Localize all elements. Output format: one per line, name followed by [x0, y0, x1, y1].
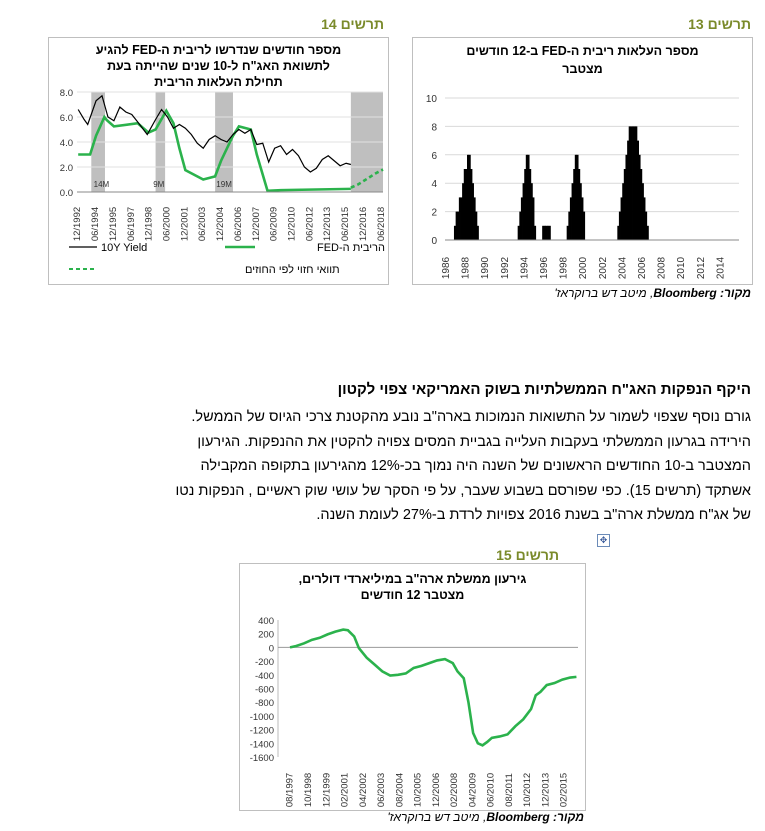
chart13-title-line2: מצטבר — [562, 62, 603, 76]
chart14-series-line — [78, 96, 351, 172]
chart15-title-line2: מצטבר 12 חודשים — [360, 588, 465, 602]
chart15-xtick: 12/2006 — [430, 772, 442, 808]
chart14-ytick: 2.0 — [59, 163, 73, 174]
chart13-ytick: 8 — [431, 122, 437, 134]
object-anchor-icon[interactable]: ✥ — [597, 534, 610, 547]
chart15-ytick: 0 — [268, 643, 274, 655]
chart15-ytick: -1200 — [249, 725, 274, 737]
chart15-xtick: 12/2013 — [540, 772, 552, 808]
chart15-xtick: 08/2004 — [394, 772, 406, 808]
chart13-plot — [413, 38, 752, 284]
chart15-ytick: -200 — [254, 657, 274, 669]
chart13-caption: תרשים 13 — [688, 16, 751, 32]
chart15-xtick: 10/1998 — [303, 772, 314, 808]
chart14-xtick: 06/2018 — [375, 206, 387, 242]
chart14-title-line1: מספר חודשים שנדרשו לריבית ה-FED להגיע — [95, 43, 342, 57]
chart13-title-line1: מספר העלאות ריבית ה-FED ב-12 חודשים — [466, 44, 699, 58]
chart15-xtick: 08/1997 — [284, 772, 296, 808]
chart15-xtick: 04/2009 — [467, 772, 479, 808]
chart14-xtick: 06/2009 — [268, 206, 280, 242]
chart15-xtick: 02/2001 — [339, 772, 351, 808]
chart13-xtick: 1996 — [539, 256, 550, 280]
article-line: אשתקד (תרשים 15). כפי שפורסם בשבוע שעבר, על פי הסקר של עושי שוק ראשיים , הנפקות נטו — [175, 482, 751, 499]
chart14-ytick: 4.0 — [59, 138, 73, 149]
chart14-xtick: 06/2003 — [197, 206, 209, 242]
article-line: הירידה בגרעון הממשלתי בעקבות העלייה בגביית המסים צפויה להקטין את ההנפקות. הגירעון — [197, 433, 751, 450]
chart13-xtick: 2000 — [578, 256, 590, 280]
chart13-bar — [647, 226, 649, 240]
chart14-xtick: 12/1998 — [143, 206, 155, 242]
chart14-xtick: 12/1995 — [107, 206, 119, 242]
chart15-source-label: מקור: Bloomberg — [486, 810, 584, 824]
chart14-title-line2: לתשואת האג"ח ל-10 שנים שהייתה בעת — [107, 59, 330, 73]
chart15-xtick: 06/2010 — [485, 772, 497, 808]
chart13-frame — [412, 37, 753, 285]
chart15-ytick: -1000 — [249, 711, 274, 723]
chart15-plot — [240, 564, 585, 810]
chart14-xtick: 06/2012 — [304, 206, 316, 242]
chart13-xtick: 2002 — [597, 256, 609, 280]
chart14-xtick: 12/2010 — [286, 206, 298, 242]
chart14-ytick: 6.0 — [59, 113, 73, 124]
chart14-annotation: 19M — [216, 180, 232, 189]
chart13-ytick: 0 — [431, 236, 437, 247]
chart15-xtick: 12/1999 — [321, 772, 333, 808]
chart15-xtick: 06/2003 — [376, 772, 388, 808]
chart14-annotation: 14M — [93, 180, 110, 189]
article-headline: היקף הנפקות האג"ח הממשלתיות בשוק האמריקאי צפוי לקטון — [337, 381, 751, 398]
chart14-xtick: 06/2000 — [161, 206, 173, 242]
chart15-caption: תרשים 15 — [496, 547, 559, 563]
chart13-source — [554, 286, 751, 300]
chart13-xtick: 2010 — [676, 256, 688, 280]
chart15-ytick: -800 — [254, 698, 274, 710]
chart15-xtick: 10/2005 — [412, 772, 424, 808]
chart14-legend-forecast-label: תוואי חזוי לפי החוזים — [245, 264, 340, 276]
chart14-xtick: 06/2006 — [232, 206, 244, 242]
chart13-xtick: 2012 — [695, 256, 707, 280]
chart13-ytick: 10 — [425, 94, 437, 105]
chart14-plot — [49, 38, 388, 284]
chart14-xtick: 12/1992 — [72, 206, 84, 242]
chart14-xtick: 12/2007 — [250, 206, 262, 242]
chart14-ytick: 8.0 — [59, 88, 73, 99]
chart14-legend-yield-label: 10Y Yield — [101, 242, 148, 254]
chart14-xtick: 06/1994 — [90, 206, 102, 242]
chart13-xtick: 2004 — [617, 256, 629, 280]
chart13-xtick: 1994 — [519, 256, 531, 280]
chart13-xtick: 2014 — [715, 256, 727, 280]
chart13-ytick: 6 — [431, 150, 437, 162]
chart15-ytick: -600 — [254, 684, 274, 696]
article-paragraph — [14, 405, 751, 528]
chart15-xtick: 10/2012 — [522, 772, 534, 808]
chart14-xtick: 12/2016 — [357, 206, 369, 242]
chart15-xtick: 08/2011 — [503, 773, 515, 807]
chart15-xtick: 02/2008 — [449, 772, 461, 808]
article-line: גורם נוסף שצפוי לשמור על התשואות הנמוכות בארה"ב נובע מהקטנת צרכי הגיוס של הממשל. — [191, 409, 751, 425]
chart13-xtick: 1992 — [499, 256, 511, 280]
chart15-title-line1: גירעון ממשלת ארה"ב במיליארדי דולרים, — [298, 572, 527, 586]
chart13-bar — [477, 226, 479, 240]
chart13-xtick: 2008 — [656, 256, 668, 280]
chart14-ytick: 0.0 — [59, 188, 73, 199]
chart15-source-rest: , מיטב דש ברוקראז' — [387, 810, 487, 824]
chart14-annotation: 9M — [153, 180, 165, 189]
chart13-xtick: 1986 — [441, 256, 452, 280]
chart14-xtick: 12/2001 — [179, 206, 191, 242]
chart15-xtick: 02/2015 — [558, 772, 570, 808]
chart13-bar — [583, 212, 585, 240]
chart14-frame — [48, 37, 389, 285]
chart13-ytick: 4 — [431, 179, 437, 191]
chart13-source-label: מקור: Bloomberg — [653, 286, 751, 300]
chart14-xtick: 12/2004 — [215, 206, 227, 242]
chart15-xtick: 04/2002 — [357, 772, 369, 808]
chart14-xtick: 12/2013 — [322, 206, 334, 242]
chart15-ytick: 200 — [258, 629, 274, 641]
chart13-xtick: 2006 — [637, 256, 648, 280]
chart14-caption: תרשים 14 — [321, 16, 384, 32]
chart13-xtick: 1990 — [480, 256, 492, 280]
chart13-xtick: 1998 — [558, 256, 570, 280]
chart14-legend-fed-label: הריבית ה-FED — [317, 242, 385, 254]
chart15-frame — [239, 563, 586, 811]
chart15-ytick: 400 — [258, 616, 274, 627]
chart14-series-line — [78, 111, 351, 191]
chart15-ytick: -400 — [254, 670, 274, 682]
chart14-title-line3: תחילת העלאות הריבית — [154, 75, 283, 89]
chart15-source — [387, 810, 584, 824]
chart13-ytick: 2 — [431, 207, 437, 219]
chart13-bar — [534, 226, 536, 240]
chart13-xtick: 1988 — [460, 256, 472, 280]
article-line: של אג"ח ממשלת ארה"ב בשנת 2016 צפויות לרדת ב-27% לעומת השנה. — [316, 507, 751, 523]
chart14-xtick: 06/1997 — [125, 206, 137, 242]
article-line: המצטבר ב-10 החודשים הראשונים של השנה היה נמוך בכ-12% מהגירעון בתקופה המקבילה — [200, 458, 751, 474]
chart15-ytick: -1600 — [249, 753, 274, 764]
chart15-ytick: -1400 — [249, 739, 274, 751]
chart14-xtick: 06/2015 — [340, 206, 352, 242]
chart13-source-rest: , מיטב דש ברוקראז' — [554, 286, 654, 300]
chart13-bar — [549, 226, 551, 240]
